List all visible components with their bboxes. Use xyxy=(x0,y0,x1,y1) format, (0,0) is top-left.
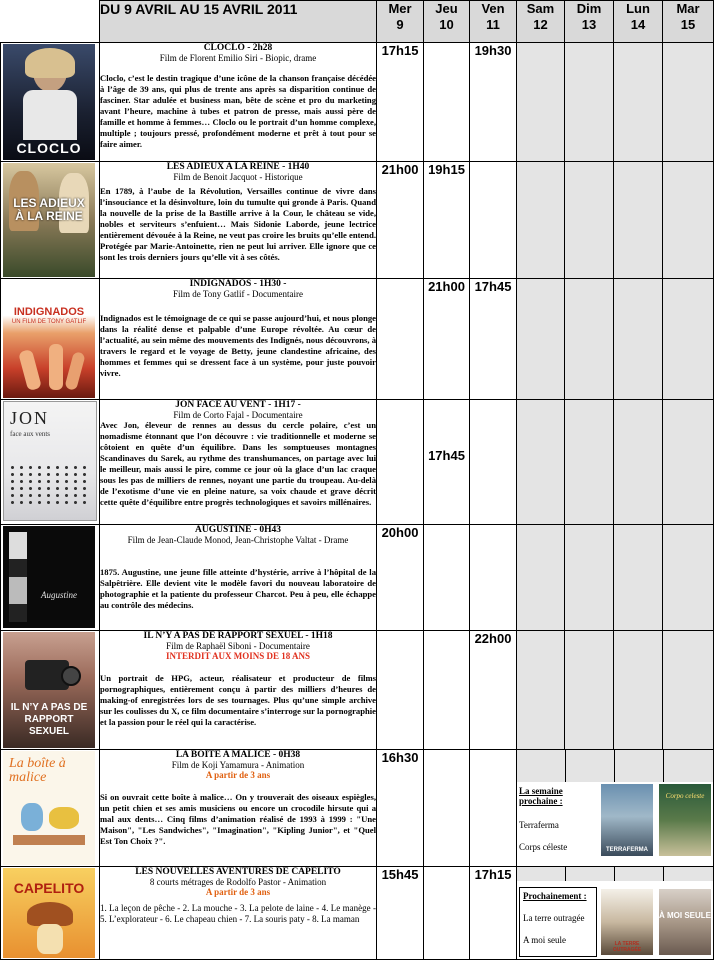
film-title: CLOCLO - 2h28 xyxy=(203,43,273,53)
film-credits: Film de Jean-Claude Monod, Jean-Christophe Valtat - Drame xyxy=(127,535,349,545)
showtime-cell xyxy=(663,631,714,750)
film-title: LES ADIEUX A LA REINE - 1H40 xyxy=(166,162,310,172)
showtime-cell: 20h00 xyxy=(377,525,424,631)
film-info xyxy=(100,400,377,525)
date-range-heading: DU 9 AVRIL AU 15 AVRIL 2011 xyxy=(100,1,377,43)
showtime-cell xyxy=(614,279,663,400)
film-synopsis: Indignados est le témoignage de ce qui se passe aujourd’hui, et nous plonge dans la réalité dense et palpable d’une Europe révoltée. Au cœur de l’actualité, au sein même des mouvements des Indignés, nous découvrons, à travers le regard et le voyage de Betty, jeune clandestine africaine, des hommes et femmes qui se dressent face à un système, pour juste pouvoir vivre. xyxy=(100,313,376,378)
day-header-thu: Jeu 10 xyxy=(424,1,470,43)
coming-soon-item: La terre outragée xyxy=(523,913,585,923)
showtime-cell xyxy=(424,867,470,960)
showtime-cell: 16h30 xyxy=(377,750,424,867)
showtime-cell xyxy=(565,162,614,279)
film-row-rapport xyxy=(1,631,714,750)
showtime-cell xyxy=(517,43,565,162)
showtime-cell xyxy=(663,43,714,162)
showtime-cell xyxy=(377,631,424,750)
showtime-cell xyxy=(614,525,663,631)
film-info xyxy=(100,631,377,750)
film-synopsis: Si on ouvrait cette boîte à malice… On y trouverait des oiseaux espiègles, un petit chien et ses amis musiciens ou encore un crocodile hirsute qui a mal aux dents… Cinq films d’animation réalisé de 1993 à 1999 : "Une Maison", "Les Sandwiches", "Imagination", "Kipling Junior", et "Quel Est Ton Choix ?". xyxy=(100,792,376,846)
showtime-cell xyxy=(470,162,517,279)
header-row xyxy=(1,1,714,43)
film-title: AUGUSTINE - 0H43 xyxy=(194,525,282,535)
showtime-cell xyxy=(424,525,470,631)
film-row-capelito xyxy=(1,867,714,960)
day-header-sun: Dim 13 xyxy=(565,1,614,43)
showtime-cell xyxy=(517,279,565,400)
day-header-mon: Lun 14 xyxy=(614,1,663,43)
day-header-fri: Ven 11 xyxy=(470,1,517,43)
age-recommendation-label: A partir de 3 ans xyxy=(205,887,271,897)
next-week-heading: La semaine prochaine : xyxy=(519,786,563,806)
showtime-cell xyxy=(517,162,565,279)
showtime-cell: 17h45 xyxy=(424,400,470,525)
coming-soon-item: A moi seule xyxy=(523,935,566,945)
showtime-cell: 19h30 xyxy=(470,43,517,162)
film-row-adieux xyxy=(1,162,714,279)
boite-poster: La boîte à malice xyxy=(3,751,95,865)
film-credits: 8 courts métrages de Rodolfo Pastor - Animation xyxy=(149,877,327,887)
film-info xyxy=(100,43,377,162)
showtime-cell: 19h15 xyxy=(424,162,470,279)
showtime-cell xyxy=(614,43,663,162)
adieux-poster: LES ADIEUX À LA REINE xyxy=(3,163,95,277)
day-header-sat: Sam 12 xyxy=(517,1,565,43)
augustine-poster: Augustine xyxy=(3,526,95,628)
terraferma-poster: TERRAFERMA xyxy=(601,784,653,856)
showtime-cell xyxy=(517,525,565,631)
showtime-cell xyxy=(614,631,663,750)
showtime-cell: 22h00 xyxy=(470,631,517,750)
film-credits: Film de Corto Fajal - Documentaire xyxy=(173,410,303,420)
day-header-tue: Mar 15 xyxy=(663,1,714,43)
age-restriction-label: INTERDIT AUX MOINS DE 18 ANS xyxy=(165,651,311,661)
showtime-cell xyxy=(377,400,424,525)
showtime-cell xyxy=(565,279,614,400)
film-info xyxy=(100,162,377,279)
age-recommendation-label: A partir de 3 ans xyxy=(205,770,271,780)
film-credits: Film de Raphaël Siboni - Documentaire xyxy=(166,641,310,651)
film-synopsis: En 1789, à l’aube de la Révolution, Versailles continue de vivre dans l’insouciance et la désinvolture, loin du tumulte qui gronde à Paris. Quand la nouvelle de la prise de la Bastille arrive à la Cour, le château se vide, nobles et serviteurs s’enfuient… Mais Sidonie Laborde, jeune lectrice entièrement dévouée à la Reine, ne veut pas croire les bruits qu’elle entend. Protégée par Marie-Antoinette, rien ne peut lui arriver. Elle ignore que ce sont les trois derniers jours qu’elle vit à ses côtés. xyxy=(100,186,376,262)
showtime-cell xyxy=(565,43,614,162)
film-row-jon xyxy=(1,400,714,525)
showtime-cell xyxy=(424,750,470,867)
film-synopsis: 1875. Augustine, une jeune fille atteinte d’hystérie, arrive à l’hôpital de la Salpêtrière. Elle devient vite le modèle favori du nouveau laboratoire de photographie et la patiente du professeur Charcot. Peu à peu, elle échappe au contrôle des médecins. xyxy=(100,567,376,610)
coming-soon-panel xyxy=(517,867,714,960)
showtime-cell: 15h45 xyxy=(377,867,424,960)
jon-poster: JON face aux vents xyxy=(3,401,97,521)
showtime-cell xyxy=(424,631,470,750)
film-synopsis: Cloclo, c’est le destin tragique d’une icône de la chanson française décédée à l’âge de 39 ans, qui plus de trente ans après sa disparition continue de fasciner. Star adulée et business man, bête de scène et pro du marketing avant l’heure, machine à tubes et patron de presse, mais aussi père de famille et homme à femmes… Cloclo ou le portrait d’un homme complexe, multiple ; toujours pressé, profondément moderne et prêt à tout pour se faire aimer. xyxy=(100,73,376,149)
film-title: IL N’Y A PAS DE RAPPORT SEXUEL - 1H18 xyxy=(143,631,333,641)
film-title: INDIGNADOS - 1H30 - xyxy=(189,279,287,289)
showtime-cell xyxy=(517,400,565,525)
showtime-cell xyxy=(424,43,470,162)
showtime-cell: 17h15 xyxy=(377,43,424,162)
film-title: LES NOUVELLES AVENTURES DE CAPELITO xyxy=(135,867,341,877)
showtime-cell xyxy=(663,279,714,400)
film-row-indignados xyxy=(1,279,714,400)
rapport-poster: IL N’Y A PAS DE RAPPORT SEXUEL xyxy=(3,632,95,748)
showtime-cell xyxy=(565,525,614,631)
showtime-cell xyxy=(470,525,517,631)
showtime-cell xyxy=(470,750,517,867)
showtime-cell xyxy=(565,400,614,525)
film-title: JON FACE AU VENT - 1H17 - xyxy=(175,400,301,410)
next-week-panel xyxy=(517,750,714,867)
film-credits: Film de Koji Yamamura - Animation xyxy=(171,760,305,770)
showtime-cell xyxy=(377,279,424,400)
film-credits: Film de Tony Gatlif - Documentaire xyxy=(173,289,303,299)
next-week-item: Terraferma xyxy=(519,820,559,830)
film-info xyxy=(100,867,377,960)
film-info xyxy=(100,279,377,400)
film-title: LA BOITE A MALICE - 0H38 xyxy=(175,750,301,760)
film-credits: Film de Benoit Jacquot - Historique xyxy=(173,172,303,182)
film-info xyxy=(100,750,377,867)
showtime-cell: 21h00 xyxy=(377,162,424,279)
next-week-item: Corps céleste xyxy=(519,842,568,852)
showtime-cell xyxy=(517,631,565,750)
showtime-cell xyxy=(663,400,714,525)
showtime-cell xyxy=(663,162,714,279)
showtime-cell: 17h45 xyxy=(470,279,517,400)
cloclo-poster: CLOCLO xyxy=(3,44,95,160)
showtime-cell: 21h00 xyxy=(424,279,470,400)
day-header-wed: Mer 9 xyxy=(377,1,424,43)
showtime-cell xyxy=(614,400,663,525)
showtime-cell xyxy=(470,400,517,525)
coming-soon-heading: Prochainement : xyxy=(523,891,587,901)
indignados-poster: INDIGNADOS UN FILM DE TONY GATLIF xyxy=(3,280,95,398)
showtime-cell xyxy=(565,631,614,750)
corps-celeste-poster: Corpo celeste xyxy=(659,784,711,856)
film-row-cloclo xyxy=(1,43,714,162)
film-row-boite xyxy=(1,750,714,867)
film-credits: Film de Florent Emilio Siri - Biopic, drame xyxy=(159,53,317,63)
terre-outragee-poster: LA TERRE OUTRAGÉE xyxy=(601,889,653,955)
film-info xyxy=(100,525,377,631)
showtime-cell xyxy=(663,525,714,631)
film-synopsis: Avec Jon, éleveur de rennes au dessus du cercle polaire, c’est un nomadisme étonnant que l’on découvre : vie traditionnelle et moderne se côtoient en quête d’un équilibre. Dans les somptueuses montagnes Scandinaves du Sarek, au rythme des transhumances, on partage avec lui le meilleur, mais aussi le pire, comme ce jour où la glace d’un lac craque sous les pas de milliers de rennes, noyant une partie du troupeau. Au-delà de l’exotisme d’une vie en pleine nature, sa voix chaude et grave décrit cette quête d’équilibre entre progrès technologiques et savoirs millénaires. xyxy=(100,420,376,507)
capelito-poster: CAPELITO xyxy=(3,868,95,958)
film-synopsis: 1. La leçon de pêche - 2. La mouche - 3. La pelote de laine - 4. Le manège - 5. L’explorateur - 6. Le chapeau chien - 7. La souris paty - 8. La maman xyxy=(100,903,376,924)
showtime-cell: 17h15 xyxy=(470,867,517,960)
film-row-augustine xyxy=(1,525,714,631)
showtime-cell xyxy=(614,162,663,279)
film-synopsis: Un portrait de HPG, acteur, réalisateur et producteur de films pornographiques, entièrement conçu à partir des milliers d’heures de making-of enregistrées lors de ses tournages. Plus qu’une simple archive sur les coulisses du X, ce film documentaire s’interroge sur la pornographie et la passion pour le réel qui la caractérise. xyxy=(100,673,376,727)
a-moi-seule-poster: À MOI SEULE xyxy=(659,889,711,955)
